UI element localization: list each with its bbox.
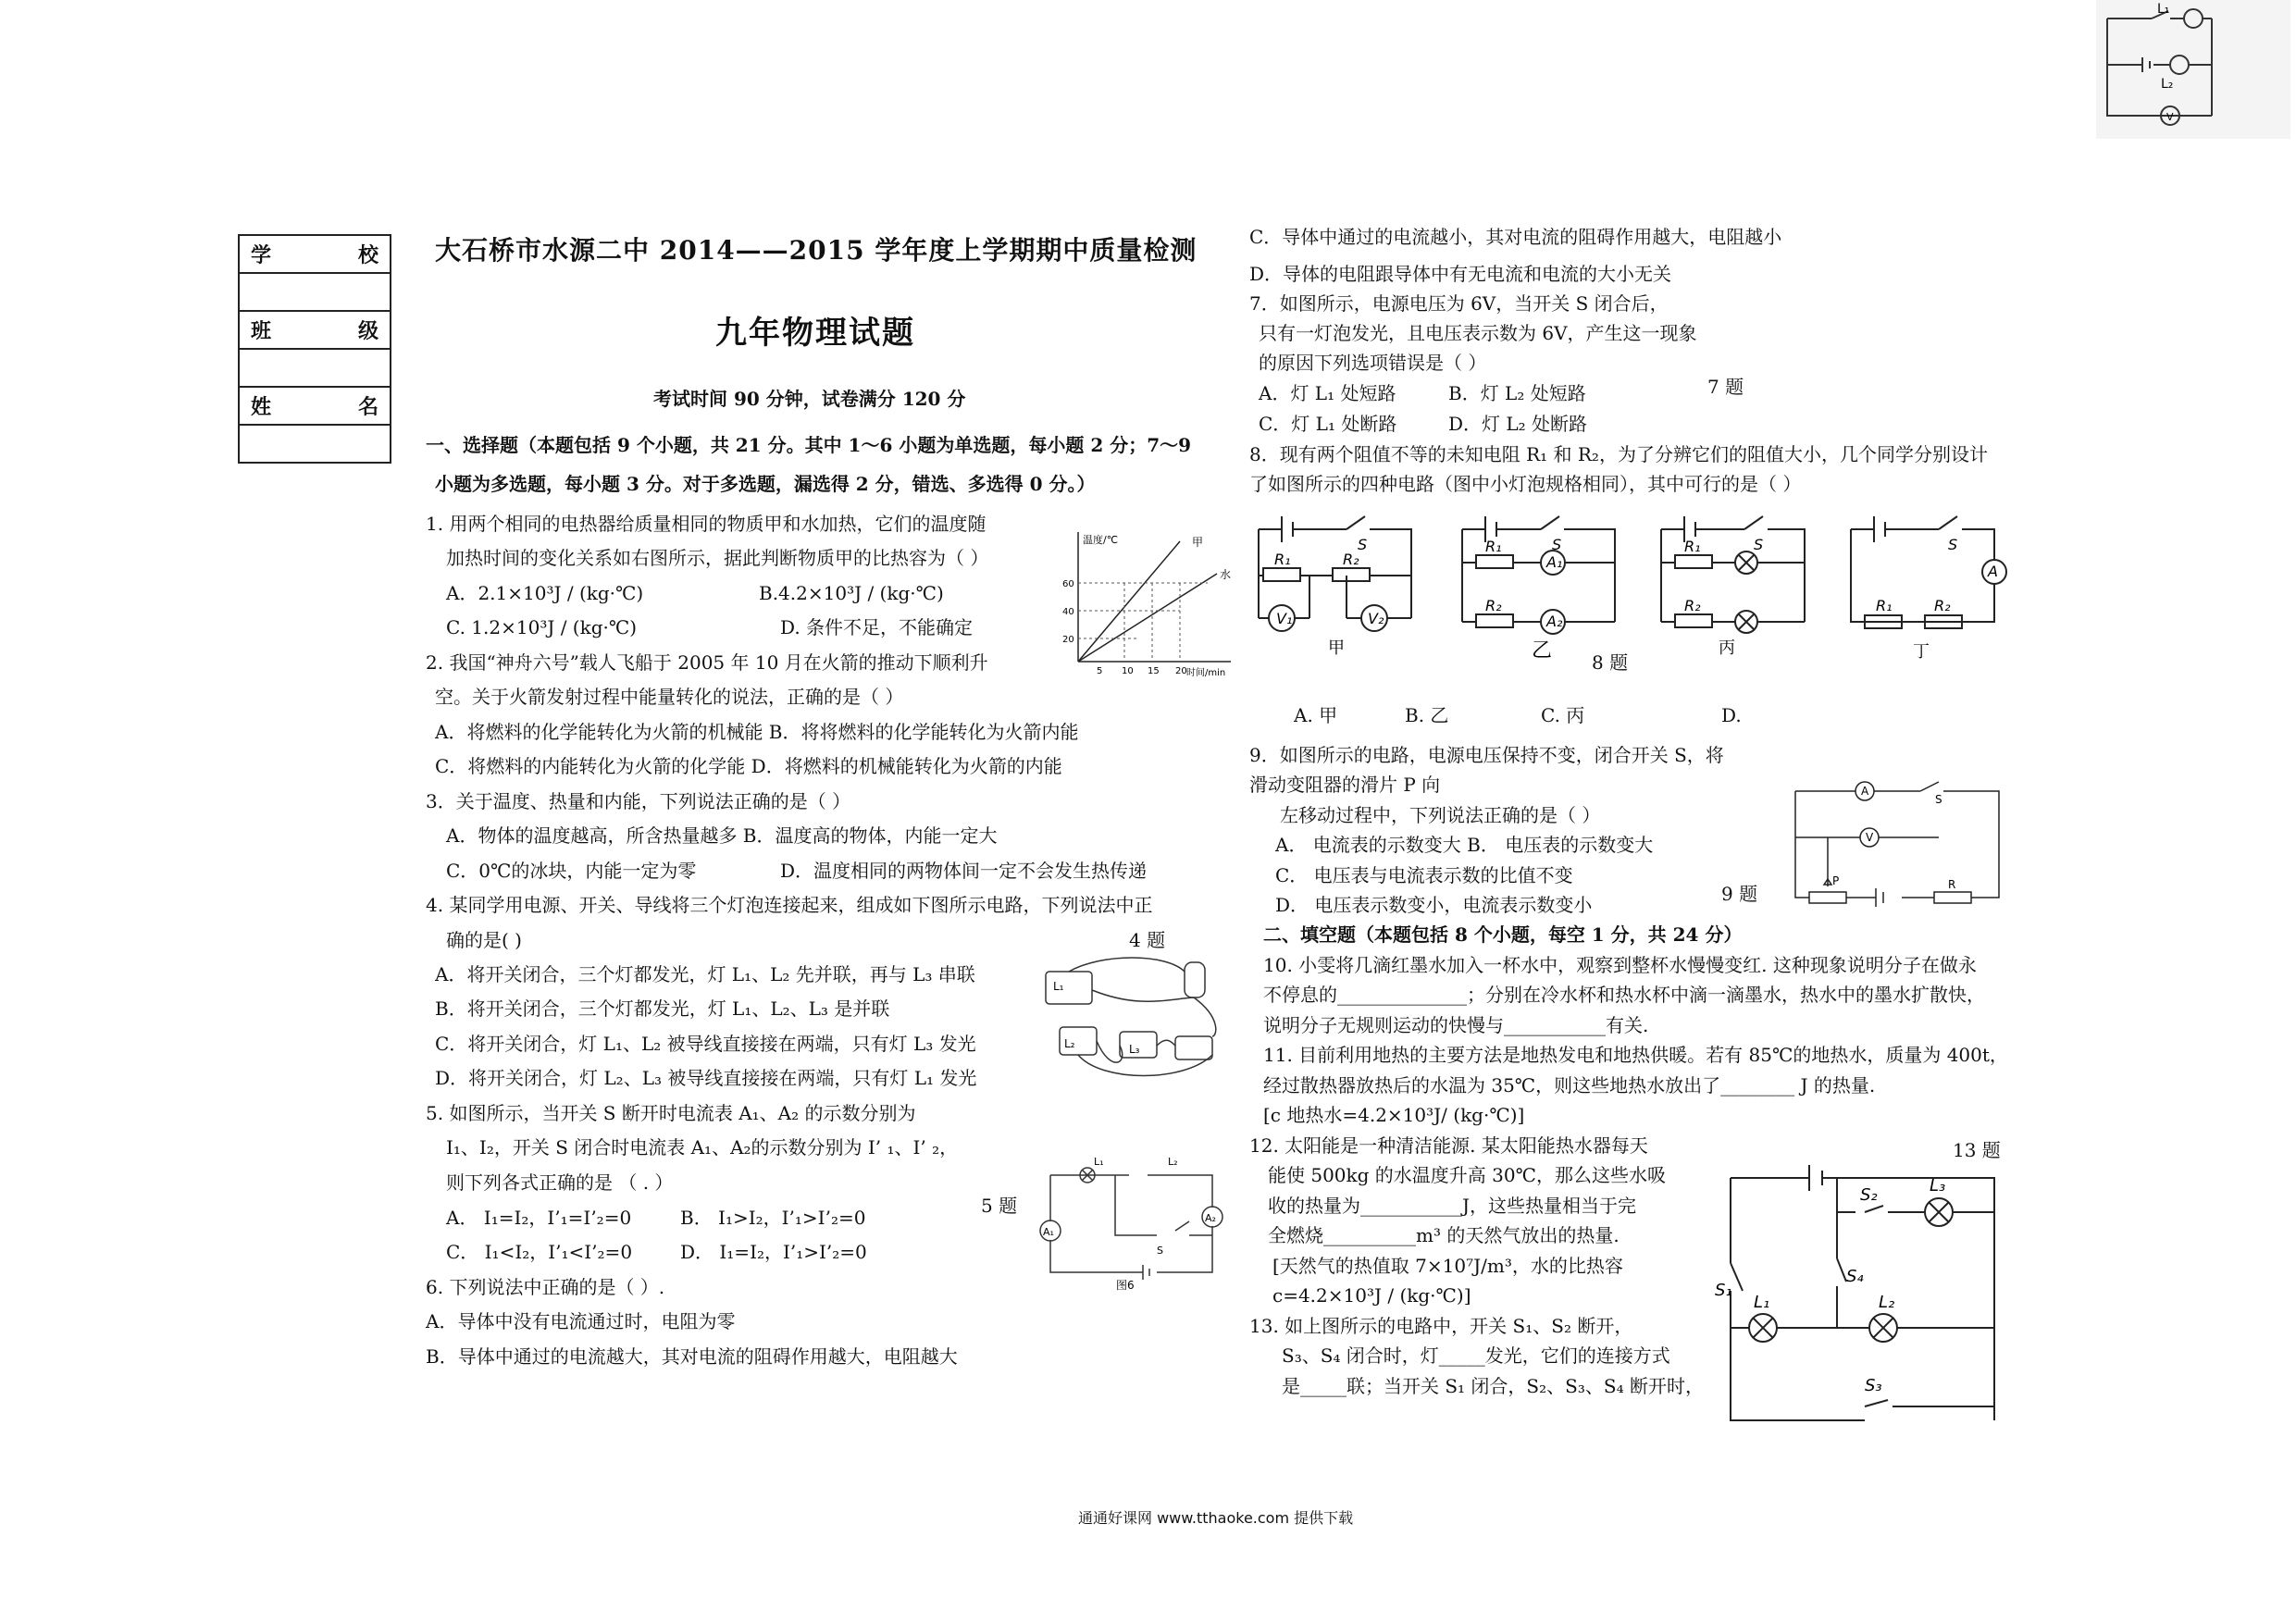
q8-option-d: D. [1721, 704, 1742, 726]
q12-line3: 收的热量为___________J，这些热量相当于完 [1268, 1195, 1637, 1217]
q9-line1: 9．如图所示的电路，电源电压保持不变，闭合开关 S，将 [1249, 744, 1724, 766]
q1-temperature-graph [1055, 523, 1240, 680]
class-field[interactable] [239, 349, 391, 387]
q7-option-d: D．灯 L₂ 处断路 [1448, 413, 1588, 435]
q4-option-c: C．将开关闭合，灯 L₁、L₂ 被导线直接接在两端，只有灯 L₃ 发光 [435, 1033, 976, 1055]
q1-graph-series-water: 水 [1220, 568, 1232, 581]
q6-stem: 6. 下列说法中正确的是（ ）. [426, 1276, 665, 1298]
q6-option-d: D．导体的电阻跟导体中有无电流和电流的大小无关 [1249, 263, 1672, 285]
q4-option-a: A．将开关闭合，三个灯都发光，灯 L₁、L₂ 先并联，再与 L₃ 串联 [435, 963, 975, 985]
q5-circuit-figure [1027, 1152, 1231, 1291]
svg-text:A: A [1988, 563, 1998, 580]
q8-label-jia: 甲 [1328, 638, 1345, 658]
q6-option-a: A．导体中没有电流通过时，电阻为零 [426, 1310, 736, 1332]
q8-option-b: B. 乙 [1405, 704, 1449, 726]
q6-option-c: C．导体中通过的电流越小，其对电流的阻碍作用越大，电阻越小 [1249, 226, 1782, 248]
q4-line2: 确的是( ) [446, 929, 522, 951]
q10-line3: 说明分子无规则运动的快慢与___________有关. [1263, 1014, 1649, 1036]
svg-text:L₁: L₁ [1053, 980, 1064, 993]
q13-line1: 13. 如上图所示的电路中，开关 S₁、S₂ 断开， [1249, 1315, 1633, 1337]
student-info-table: 学 校 班 级 姓 名 [238, 234, 391, 464]
svg-text:A₂: A₂ [1205, 1212, 1216, 1224]
q13-caption: 13 题 [1953, 1139, 2001, 1161]
q7-circuit-thumbnail [2096, 0, 2290, 139]
q8-label-ding: 丁 [1913, 642, 1930, 662]
q7-option-c: C．灯 L₁ 处断路 [1259, 413, 1397, 435]
q12-line2: 能使 500kg 的水温度升高 30℃，那么这些水吸 [1268, 1164, 1666, 1186]
q9-circuit-figure [1791, 777, 2004, 907]
q5-line2: I₁、I₂，开关 S 闭合时电流表 A₁、A₂的示数分别为 I’ ₁、I’ ₂， [446, 1136, 959, 1158]
q1-graph-series-jia: 甲 [1192, 536, 1204, 549]
q4-caption: 4 题 [1129, 929, 1166, 951]
svg-text:S: S [1948, 536, 1958, 553]
q3-options-ab: A．物体的温度越高，所含热量越多 B．温度高的物体，内能一定大 [446, 824, 998, 847]
q3-stem: 3．关于温度、热量和内能，下列说法正确的是（ ） [426, 790, 851, 812]
q7-option-a: A．灯 L₁ 处短路 [1259, 382, 1396, 404]
svg-text:R₂: R₂ [1684, 597, 1701, 614]
q9-options-ab: A． 电流表的示数变大 B． 电压表的示数变大 [1275, 834, 1654, 856]
svg-text:A₁: A₁ [1043, 1226, 1054, 1238]
q1-line1: 1. 用两个相同的电热器给质量相同的物质甲和水加热，它们的温度随 [426, 513, 987, 535]
q1-graph-xtick: 5 [1097, 666, 1103, 676]
q2-options-ab: A．将燃料的化学能转化为火箭的机械能 B．将将燃料的化学能转化为火箭内能 [435, 721, 1079, 743]
svg-text:R: R [1948, 878, 1956, 891]
q1-option-b: B.4.2×10³J / (kg·℃) [759, 582, 944, 604]
svg-text:S₃: S₃ [1865, 1376, 1882, 1395]
q1-line2: 加热时间的变化关系如右图所示，据此判断物质甲的比热容为（ ） [446, 547, 989, 569]
q12-line5: [天然气的热值取 7×10⁷J/m³，水的比热容 [1272, 1255, 1623, 1277]
section1-heading-2: 小题为多选题，每小题 3 分。对于多选题，漏选得 2 分，错选、多选得 0 分。） [435, 473, 1096, 495]
q8-option-c: C. 丙 [1541, 704, 1585, 726]
q11-line2: 经过散热器放热后的水温为 35℃，则这些地热水放出了________ J 的热量. [1263, 1074, 1876, 1096]
svg-text:L₃: L₃ [1930, 1176, 1946, 1196]
svg-text:L₃: L₃ [1129, 1043, 1140, 1056]
q9-line3: 左移动过程中，下列说法正确的是（ ） [1280, 804, 1601, 826]
q9-caption: 9 题 [1721, 883, 1758, 905]
svg-text:R₁: R₁ [1684, 538, 1701, 555]
svg-text:L₂: L₂ [1879, 1293, 1895, 1312]
q1-option-c: C. 1.2×10³J / (kg·℃) [446, 616, 638, 638]
exam-info: 考试时间 90 分钟，试卷满分 120 分 [653, 388, 966, 410]
q7-line2: 只有一灯泡发光，且电压表示数为 6V，产生这一现象 [1259, 322, 1697, 344]
svg-text:S: S [1157, 1245, 1163, 1257]
svg-text:L₂: L₂ [2161, 77, 2174, 92]
svg-text:S₂: S₂ [1860, 1185, 1878, 1205]
svg-text:L₁: L₁ [1094, 1156, 1104, 1168]
q5-option-c: C． I₁<I₂，I’₁<I’₂=0 [446, 1241, 633, 1263]
q1-option-a: A．2.1×10³J / (kg·℃) [446, 582, 644, 604]
q8-four-circuits [1254, 509, 2013, 671]
q13-line3: 是_____联；当开关 S₁ 闭合，S₂、S₃、S₄ 断开时， [1282, 1375, 1704, 1397]
svg-text:S: S [1754, 536, 1764, 553]
svg-text:R₂: R₂ [1934, 597, 1951, 614]
q7-caption: 7 题 [1707, 376, 1744, 398]
footer-text: 通通好课网 www.tthaoke.com 提供下载 [1078, 1509, 1354, 1527]
q3-option-c: C．0℃的冰块，内能一定为零 [446, 860, 697, 882]
q13-circuit-figure [1717, 1152, 2004, 1420]
svg-text:P: P [1832, 874, 1840, 887]
q8-line1: 8．现有两个阻值不等的未知电阻 R₁ 和 R₂，为了分辨它们的阻值大小，几个同学分别设计 [1249, 443, 1988, 465]
q1-graph-xtick: 15 [1148, 666, 1160, 676]
q6-option-b: B．导体中通过的电流越大，其对电流的阻碍作用越大，电阻越大 [426, 1345, 958, 1368]
q1-graph-ytick: 40 [1062, 607, 1074, 617]
svg-text:R₁: R₁ [1876, 597, 1893, 614]
q13-line2: S₃、S₄ 闭合时，灯_____发光，它们的连接方式 [1282, 1344, 1670, 1367]
q7-option-b: B．灯 L₂ 处短路 [1448, 382, 1586, 404]
q1-graph-ytick: 20 [1062, 635, 1074, 645]
section1-heading-1: 一、选择题（本题包括 9 个小题，共 21 分。其中 1～6 小题为单选题，每小题 2 分；7～9 [426, 434, 1192, 456]
name-field[interactable] [239, 425, 391, 463]
q2-options-cd: C．将燃料的内能转化为火箭的化学能 D．将燃料的机械能转化为火箭的内能 [435, 755, 1062, 777]
q7-line3: 的原因下列选项错误是（ ） [1259, 352, 1487, 374]
exam-title: 大石桥市水源二中 2014——2015 学年度上学期期中质量检测 [435, 235, 1198, 266]
q12-line4: 全燃烧__________m³ 的天然气放出的热量. [1268, 1224, 1620, 1246]
section2-heading: 二、填空题（本题包括 8 个小题，每空 1 分，共 24 分） [1263, 923, 1743, 946]
svg-text:R₁: R₁ [1274, 551, 1291, 568]
svg-text:S₁: S₁ [1715, 1281, 1732, 1300]
q8-option-a: A. 甲 [1294, 704, 1338, 726]
svg-text:L₂: L₂ [1064, 1037, 1075, 1050]
svg-text:A: A [1861, 785, 1869, 798]
q3-option-d: D．温度相同的两物体间一定不会发生热传递 [780, 860, 1148, 882]
q10-line1: 10. 小雯将几滴红墨水加入一杯水中，观察到整杯水慢慢变红. 这种现象说明分子在做永 [1263, 954, 1977, 976]
q1-graph-ylabel: 温度/℃ [1083, 534, 1119, 546]
q12-line1: 12. 太阳能是一种清洁能源. 某太阳能热水器每天 [1249, 1134, 1648, 1157]
exam-subtitle: 九年物理试题 [715, 315, 915, 352]
q12-line6: c=4.2×10³J / (kg·℃)] [1272, 1284, 1471, 1307]
q10-line2: 不停息的______________；分别在冷水杯和热水杯中滴一滴墨水，热水中的墨水扩散快， [1263, 984, 1985, 1006]
q4-option-b: B．将开关闭合，三个灯都发光，灯 L₁、L₂、L₃ 是并联 [435, 997, 890, 1020]
svg-text:R₂: R₂ [1485, 597, 1502, 614]
q8-label-yi: 乙 [1532, 639, 1553, 663]
q8-label-bing: 丙 [1719, 638, 1735, 658]
svg-text:V₂: V₂ [1368, 610, 1384, 627]
q4-option-d: D．将开关闭合，灯 L₂、L₃ 被导线直接接在两端，只有灯 L₁ 发光 [435, 1067, 977, 1089]
q9-line2: 滑动变阻器的滑片 P 向 [1249, 774, 1441, 796]
svg-text:V₁: V₁ [1276, 610, 1293, 627]
q2-line1: 2. 我国“神舟六号”载人飞船于 2005 年 10 月在火箭的推动下顺利升 [426, 651, 988, 674]
q11-line3: [c 地热水=4.2×10³J/ (kg·℃)] [1263, 1104, 1525, 1126]
svg-text:R₁: R₁ [1485, 538, 1502, 555]
svg-text:R₂: R₂ [1343, 551, 1359, 568]
svg-text:A₁: A₁ [1546, 553, 1563, 571]
q8-line2: 了如图所示的四种电路（图中小灯泡规格相同），其中可行的是（ ） [1249, 473, 1802, 495]
q7-line1: 7．如图所示，电源电压为 6V，当开关 S 闭合后， [1249, 292, 1669, 315]
q5-option-a: A． I₁=I₂，I’₁=I’₂=0 [446, 1207, 632, 1229]
q2-line2: 空。关于火箭发射过程中能量转化的说法，正确的是（ ） [435, 686, 904, 708]
svg-text:S: S [1552, 536, 1562, 553]
svg-text:S: S [1358, 536, 1368, 553]
q1-graph-xlabel: 时间/min [1186, 668, 1226, 678]
q1-graph-xtick: 10 [1122, 666, 1134, 676]
svg-text:V: V [2166, 111, 2174, 123]
svg-text:L₁: L₁ [1754, 1293, 1770, 1312]
svg-text:S₄: S₄ [1846, 1267, 1864, 1286]
q1-graph-xtick: 20 [1175, 666, 1187, 676]
q8-caption: 8 题 [1592, 651, 1629, 674]
svg-text:L₁: L₁ [2157, 2, 2170, 17]
q9-option-d: D． 电压表示数变小，电流表示数变小 [1275, 894, 1593, 916]
q5-caption: 5 题 [981, 1195, 1018, 1217]
q1-option-d: D. 条件不足，不能确定 [780, 616, 974, 638]
q5-option-d: D． I₁=I₂，I’₁>I’₂=0 [680, 1241, 867, 1263]
svg-text:A₂: A₂ [1546, 613, 1563, 630]
svg-text:S: S [1935, 793, 1942, 806]
q4-line1: 4. 某同学用电源、开关、导线将三个灯泡连接起来，组成如下图所示电路，下列说法中正 [426, 894, 1153, 916]
q1-graph-ytick: 60 [1062, 579, 1074, 589]
q11-line1: 11. 目前利用地热的主要方法是地热发电和地热供暖。若有 85℃的地热水，质量为 400t， [1263, 1044, 2008, 1066]
svg-text:L₂: L₂ [1168, 1156, 1178, 1168]
q5-fig-label: 图6 [1116, 1279, 1135, 1292]
q5-line3: 则下列各式正确的是 （ . ） [446, 1171, 674, 1194]
q4-circuit-figure [1027, 953, 1240, 1083]
q5-option-b: B． I₁>I₂，I’₁>I’₂=0 [680, 1207, 866, 1229]
q9-option-c: C． 电压表与电流表示数的比值不变 [1275, 864, 1573, 886]
q5-line1: 5. 如图所示，当开关 S 断开时电流表 A₁、A₂ 的示数分别为 [426, 1102, 916, 1124]
school-field[interactable] [239, 273, 391, 311]
svg-text:V: V [1866, 831, 1874, 844]
